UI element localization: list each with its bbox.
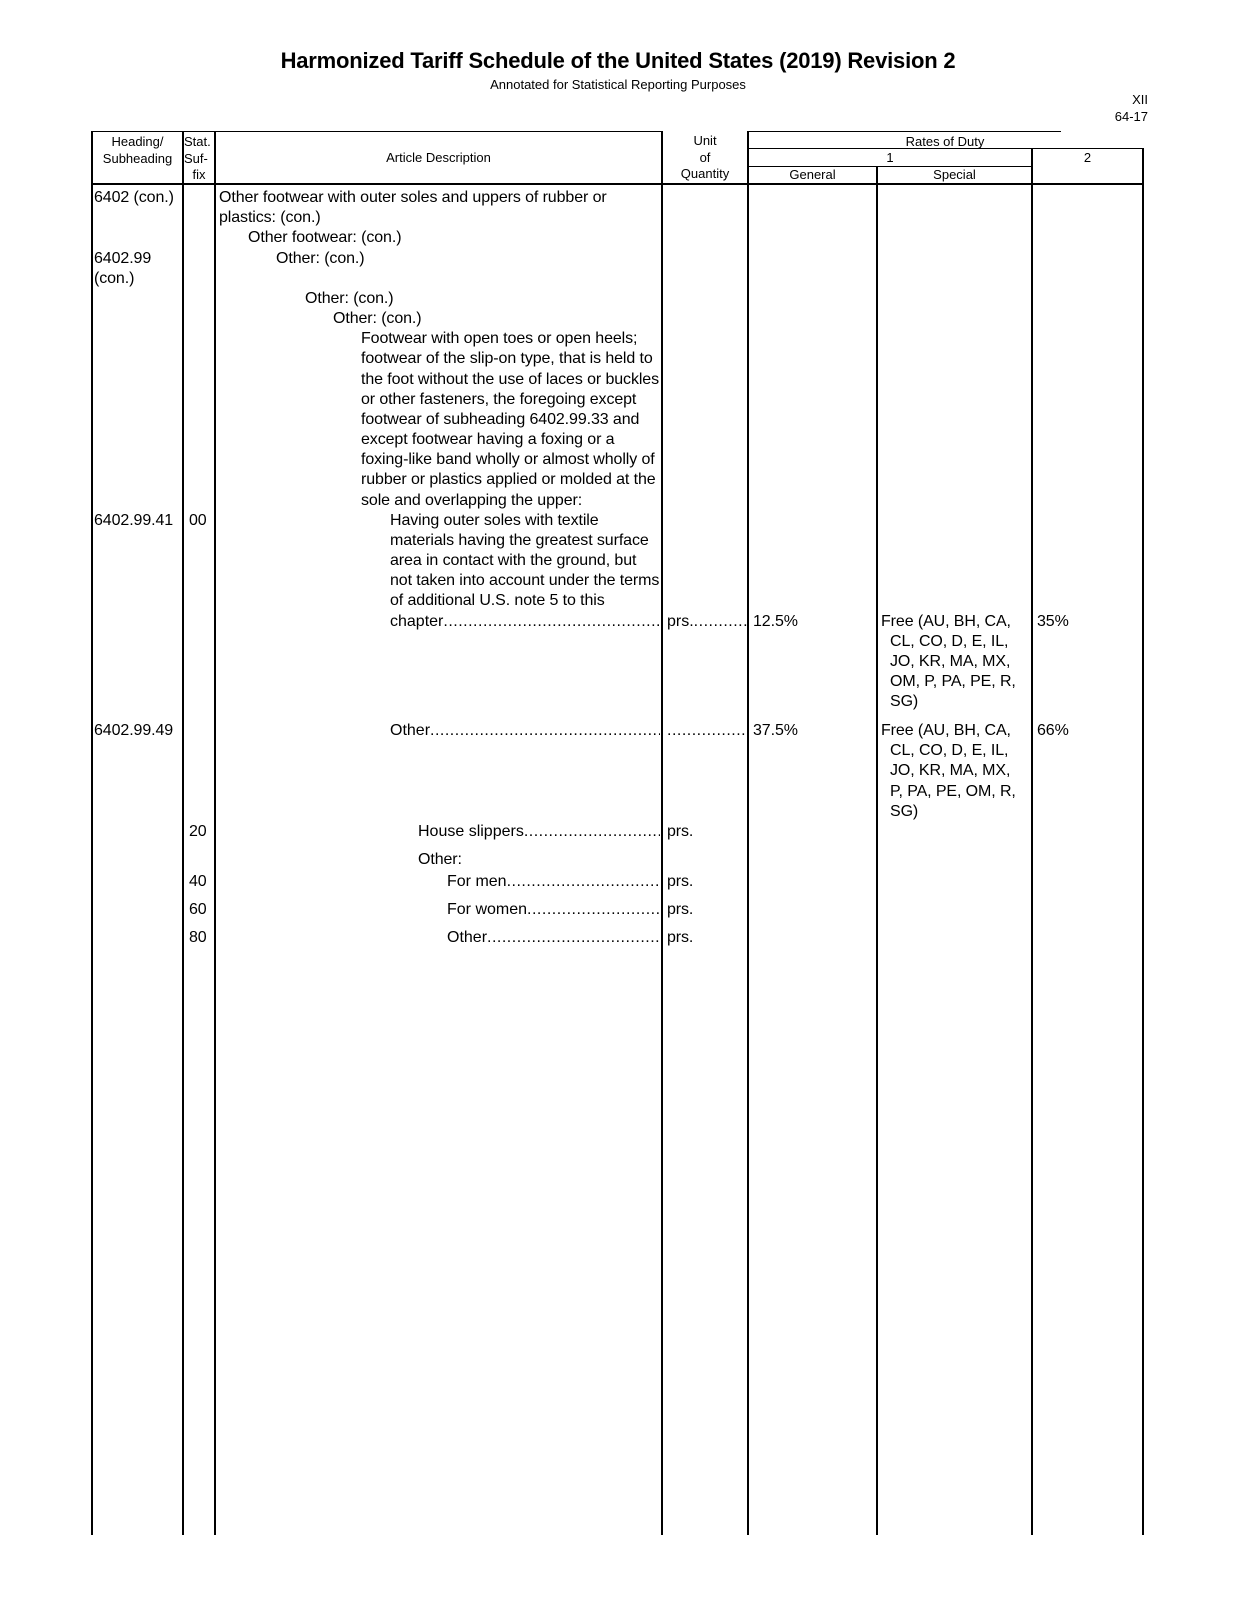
desc-line: Footwear with open toes or open heels; [361, 330, 638, 347]
desc-leader-line [390, 721, 660, 741]
section-number: XII [1132, 92, 1148, 107]
desc-line: footwear of the slip-on type, that is held to [361, 350, 653, 367]
unit-header-l2: of [699, 150, 711, 165]
desc-line: Other: (con.) [333, 310, 422, 327]
special-col-divider [1031, 148, 1033, 1535]
unit-label: prs. [667, 929, 694, 946]
desc-line: area in contact with the ground, but [390, 552, 637, 569]
general-col-divider [876, 166, 878, 1535]
special-rate-line: SG) [890, 803, 919, 820]
dot-leader [694, 612, 747, 632]
unit-label: prs. [667, 613, 694, 630]
special-rate-line: OM, P, PA, PE, R, [890, 673, 1016, 690]
col1-header: 1 [886, 150, 894, 165]
desc-label: chapter [390, 613, 444, 630]
page-title: Harmonized Tariff Schedule of the United States (2019) Revision 2 [280, 48, 956, 73]
article-col-divider [661, 131, 663, 1535]
desc-label: House slippers [418, 823, 524, 840]
heading-6402-99-49: 6402.99.49 [94, 722, 174, 739]
special-rate-line: CL, CO, D, E, IL, [890, 633, 1009, 650]
dot-leader [487, 928, 660, 948]
desc-line: not taken into account under the terms [390, 572, 660, 589]
heading-6402-99-l1: 6402.99 [94, 250, 152, 267]
unit-leader-line [667, 721, 747, 741]
desc-line: Other: [418, 851, 462, 868]
desc-line: sole and overlapping the upper: [361, 492, 583, 509]
desc-line: of additional U.S. note 5 to this [390, 592, 605, 609]
left-border [91, 131, 93, 1535]
desc-line: except footwear having a foxing or a [361, 431, 615, 448]
stat-header-l2: Suf- [184, 151, 208, 166]
desc-leader-line [418, 822, 660, 842]
heading-header-l1: Heading/ [111, 134, 164, 149]
unit-leader-line [667, 612, 747, 632]
general-header: General [789, 167, 836, 182]
dot-leader [527, 900, 660, 920]
suffix-60: 60 [189, 901, 207, 918]
heading-header-l2: Subheading [102, 151, 173, 166]
unit-label: prs. [667, 873, 694, 890]
heading-6402-99-41: 6402.99.41 [94, 512, 174, 529]
unit-header-l1: Unit [693, 133, 717, 148]
special-header: Special [933, 167, 976, 182]
desc-line: Other: (con.) [276, 250, 365, 267]
unit-label: prs. [667, 823, 694, 840]
special-rate-line: JO, KR, MA, MX, [890, 653, 1011, 670]
heading-6402: 6402 (con.) [94, 189, 174, 206]
desc-line: or other fasteners, the foregoing except [361, 391, 637, 408]
desc-line: rubber or plastics applied or molded at the [361, 471, 656, 488]
dot-leader [443, 612, 660, 632]
desc-line: Other: (con.) [305, 290, 394, 307]
header-top-rule [91, 131, 663, 132]
unit-col-divider [747, 131, 749, 1535]
page-subtitle: Annotated for Statistical Reporting Purposes [490, 77, 746, 92]
right-border [1142, 148, 1144, 1535]
heading-6402-99-l2: (con.) [94, 270, 135, 287]
suffix-20: 20 [189, 823, 207, 840]
desc-line: plastics: (con.) [219, 209, 321, 226]
unit-header-l3: Quantity [680, 166, 730, 181]
desc-label: Other [390, 722, 431, 739]
special-rate-line: Free (AU, BH, CA, [881, 613, 1011, 630]
rates-header: Rates of Duty [905, 134, 985, 149]
special-rate-line: JO, KR, MA, MX, [890, 762, 1011, 779]
suffix-40: 40 [189, 873, 207, 890]
desc-line: footwear of subheading 6402.99.33 and [361, 411, 640, 428]
desc-line: foxing-like band wholly or almost wholly of [361, 451, 655, 468]
special-rate-line: P, PA, PE, OM, R, [890, 783, 1016, 800]
desc-label: For women [447, 901, 528, 918]
col2-rate: 35% [1037, 613, 1069, 630]
suffix-col-divider [214, 131, 216, 1535]
special-rate-line: SG) [890, 693, 919, 710]
suffix-00: 00 [189, 512, 207, 529]
desc-label: For men [447, 873, 507, 890]
rates-top-rule [749, 131, 1061, 132]
general-rate: 37.5% [753, 722, 798, 739]
dot-leader [507, 872, 660, 892]
stat-header-l1: Stat. [184, 134, 211, 149]
desc-leader-line [447, 872, 660, 892]
desc-line: materials having the greatest surface [390, 532, 649, 549]
dot-leader [524, 822, 660, 842]
desc-leader-line [447, 900, 660, 920]
col2-header: 2 [1083, 150, 1092, 165]
suffix-80: 80 [189, 929, 207, 946]
col2-rate: 66% [1037, 722, 1069, 739]
general-rate: 12.5% [753, 613, 798, 630]
desc-line: Other footwear with outer soles and uppers of rubber or [219, 189, 607, 206]
heading-col-divider [182, 131, 184, 1535]
desc-line: Having outer soles with textile [390, 512, 599, 529]
article-header: Article Description [386, 150, 491, 165]
stat-header-l3: fix [192, 167, 206, 182]
special-rate-line: CL, CO, D, E, IL, [890, 742, 1009, 759]
page-number: 64-17 [1114, 109, 1148, 124]
special-rate-line: Free (AU, BH, CA, [881, 722, 1011, 739]
dot-leader [667, 721, 747, 741]
desc-leader-line [447, 928, 660, 948]
desc-leader-line [390, 612, 660, 632]
unit-label: prs. [667, 901, 694, 918]
desc-line: the foot without the use of laces or buckles [361, 371, 659, 388]
desc-label: Other [447, 929, 488, 946]
dot-leader [430, 721, 660, 741]
header-bottom-rule [91, 183, 1144, 185]
desc-line: Other footwear: (con.) [248, 229, 402, 246]
